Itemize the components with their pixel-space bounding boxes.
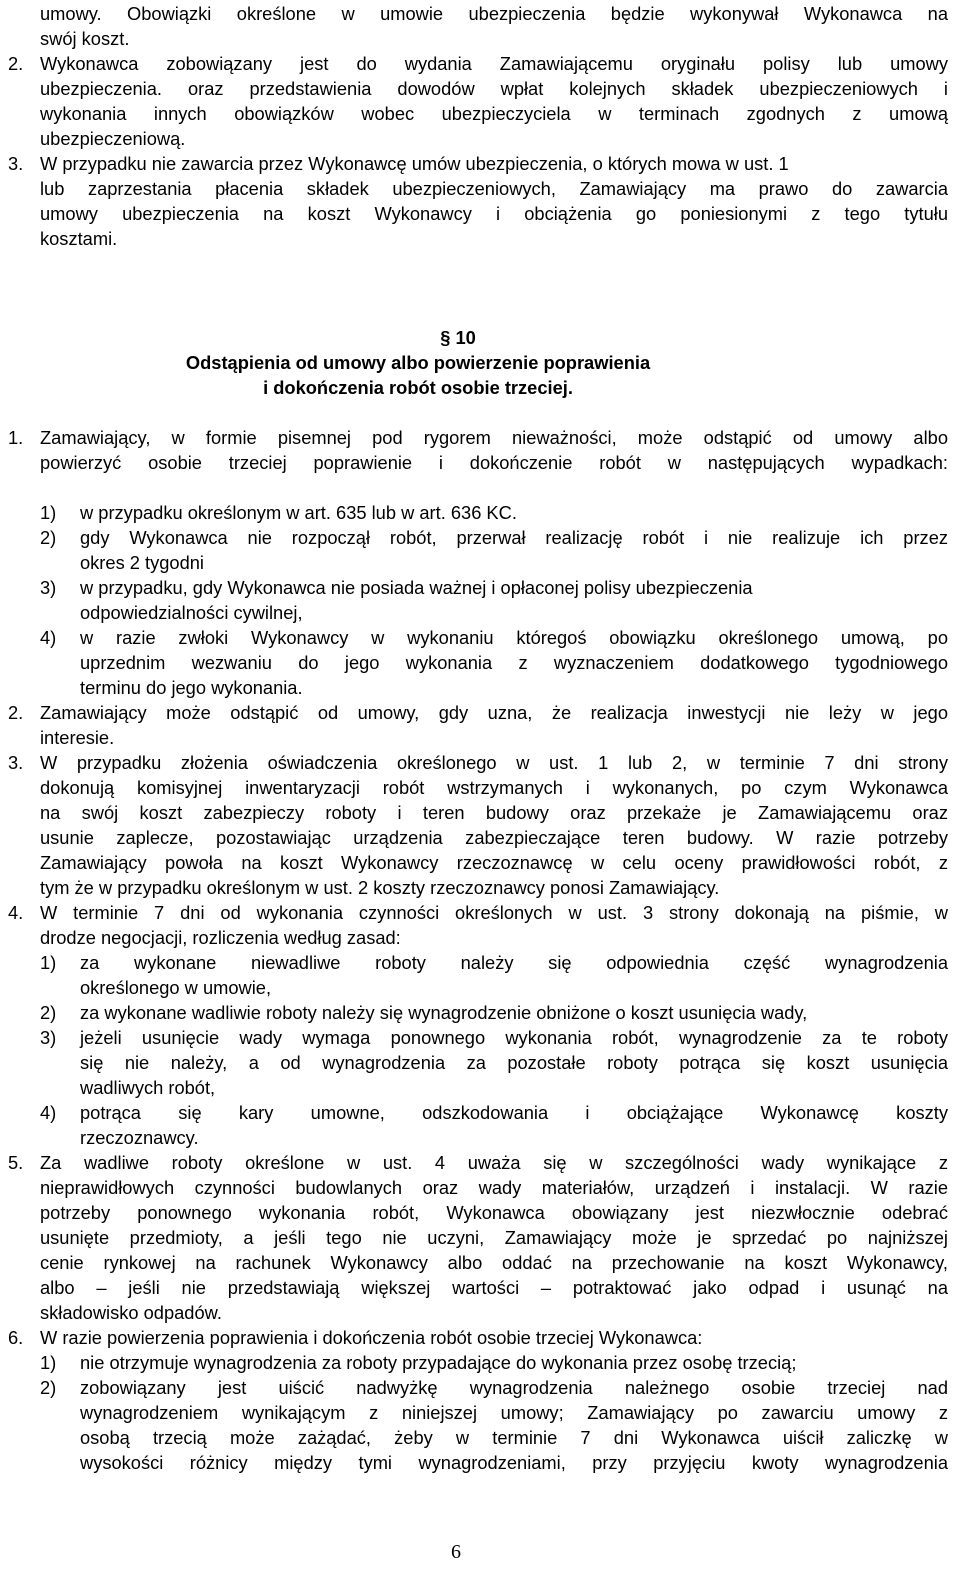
paragraph-symbol: §	[440, 327, 451, 348]
subitem-number: 3)	[40, 577, 57, 598]
paragraph-line: usunie zaplecze, pozostawiając urządzenia zabezpieczające teren budowy. W razie potrzeby	[40, 827, 948, 848]
paragraph-line: ubezpieczeniową.	[40, 128, 186, 149]
subitem-number: 1)	[40, 502, 57, 523]
paragraph-line: wynagrodzeniem wynikającym z niniejszej umowy; Zamawiający po zawarciu umowy z	[80, 1402, 948, 1423]
item-number: 5.	[8, 1152, 24, 1173]
paragraph-line: kosztami.	[40, 228, 118, 249]
page-number: 6	[451, 1541, 461, 1563]
item-number: 1.	[8, 427, 24, 448]
paragraph-line: składowisko odpadów.	[40, 1302, 222, 1323]
item-number: 3.	[8, 153, 24, 174]
paragraph-line: okres 2 tygodni	[80, 552, 204, 573]
paragraph-line: albo – jeśli nie przedstawiają większej wartości – potraktować jako odpad i usunąć na	[40, 1277, 948, 1298]
paragraph-line: osobą trzecią może zażądać, żeby w terminie 7 dni Wykonawca uiścił zaliczkę w	[80, 1427, 948, 1448]
paragraph-line: dokonują komisyjnej inwentaryzacji robót wstrzymanych i wykonanych, po czym Wykonawca	[40, 777, 948, 798]
paragraph-line: tym że w przypadku określonym w ust. 2 koszty rzeczoznawcy ponosi Zamawiający.	[40, 877, 720, 898]
item-number: 6.	[8, 1327, 24, 1348]
paragraph-line: Zamawiający może odstąpić od umowy, gdy uzna, że realizacja inwestycji nie leży w jego	[40, 702, 948, 723]
paragraph-line: Za wadliwe roboty określone w ust. 4 uważa się w szczególności wady wynikające z	[40, 1152, 948, 1173]
paragraph-line: za wykonane niewadliwe roboty należy się odpowiednia część wynagrodzenia	[80, 952, 948, 973]
item-number: 4.	[8, 902, 24, 923]
paragraph-line: nieprawidłowych czynności budowlanych oraz wady materiałów, urządzeń i instalacji. W razie	[40, 1177, 948, 1198]
paragraph-line: wadliwych robót,	[80, 1077, 216, 1098]
section-number	[0, 325, 916, 350]
paragraph-line: swój koszt.	[40, 28, 130, 49]
paragraph-line: W przypadku złożenia oświadczenia określonego w ust. 1 lub 2, w terminie 7 dni strony	[40, 752, 948, 773]
paragraph-line: się nie należy, a od wynagrodzenia za pozostałe roboty potrąca się koszt usunięcia	[80, 1052, 948, 1073]
section-title: Odstąpienia od umowy albo powierzenie poprawienia	[185, 352, 651, 373]
subitem-number: 1)	[40, 952, 57, 973]
paragraph-line: jeżeli usunięcie wady wymaga ponownego wykonania robót, wynagrodzenie za te roboty	[80, 1027, 948, 1048]
subitem-number: 3)	[40, 1027, 57, 1048]
subitem-number: 4)	[40, 627, 57, 648]
subitem-number: 4)	[40, 1102, 57, 1123]
paragraph-line: lub zaprzestania płacenia składek ubezpieczeniowych, Zamawiający ma prawo do zawarcia	[40, 178, 948, 199]
paragraph-line: w przypadku, gdy Wykonawca nie posiada ważnej i opłaconej polisy ubezpieczenia	[80, 577, 753, 598]
subitem-number: 2)	[40, 1002, 57, 1023]
paragraph-line: wykonania innych obowiązków wobec ubezpieczyciela w terminach zgodnych z umową	[40, 103, 948, 124]
paragraph-line: potrąca się kary umowne, odszkodowania i obciążające Wykonawcę koszty	[80, 1102, 948, 1123]
paragraph-line: odpowiedzialności cywilnej,	[80, 602, 303, 623]
subitem-number: 2)	[40, 527, 57, 548]
paragraph-line: usunięte przedmioty, a jeśli tego nie uczyni, Zamawiający może je sprzedać po najniższej	[40, 1227, 948, 1248]
paragraph-line: w razie zwłoki Wykonawcy w wykonaniu któregoś obowiązku określonego umową, po	[80, 627, 948, 648]
paragraph-line: Zamawiający powoła na koszt Wykonawcy rzeczoznawcę w celu oceny prawidłowości robót, z	[40, 852, 948, 873]
paragraph-line: wysokości różnicy między tymi wynagrodzeniami, przy przyjęciu kwoty wynagrodzenia	[80, 1452, 948, 1473]
paragraph-line: umowy. Obowiązki określone w umowie ubezpieczenia będzie wykonywał Wykonawca na	[40, 3, 948, 24]
paragraph-line: W terminie 7 dni od wykonania czynności określonych w ust. 3 strony dokonają na piśmie, w	[40, 902, 948, 923]
subitem-number: 2)	[40, 1377, 57, 1398]
paragraph-line: gdy Wykonawca nie rozpoczął robót, przerwał realizację robót i nie realizuje ich przez	[80, 527, 948, 548]
paragraph-line: terminu do jego wykonania.	[80, 677, 303, 698]
item-number: 2.	[8, 702, 24, 723]
paragraph-line: na swój koszt zabezpieczy roboty i teren budowy oraz przekaże je Zamawiającemu oraz	[40, 802, 948, 823]
item-number: 2.	[8, 53, 24, 74]
paragraph-line: ubezpieczenia. oraz przedstawienia dowodów wpłat kolejnych składek ubezpieczeniowych i	[40, 78, 948, 99]
paragraph-line: W razie powierzenia poprawienia i dokończenia robót osobie trzeciej Wykonawca:	[40, 1327, 703, 1348]
paragraph-line: rzeczoznawcy.	[80, 1127, 199, 1148]
subitem-number: 1)	[40, 1352, 57, 1373]
paragraph-line: uprzednim wezwaniu do jego wykonania z wyznaczeniem dodatkowego tygodniowego	[80, 652, 948, 673]
paragraph-line: zobowiązany jest uiścić nadwyżkę wynagrodzenia należnego osobie trzeciej nad	[80, 1377, 948, 1398]
paragraph-line: w przypadku określonym w art. 635 lub w art. 636 KC.	[80, 502, 517, 523]
paragraph-line: określonego w umowie,	[80, 977, 272, 998]
paragraph-line: drodze negocjacji, rozliczenia według zasad:	[40, 927, 401, 948]
paragraph-line: potrzeby ponownego wykonania robót, Wykonawca obowiązany jest niezwłocznie odebrać	[40, 1202, 948, 1223]
paragraph-line: W przypadku nie zawarcia przez Wykonawcę umów ubezpieczenia, o których mowa w ust. 1	[40, 153, 789, 174]
paragraph-line: powierzyć osobie trzeciej poprawienie i dokończenie robót w następujących wypadkach:	[40, 452, 948, 473]
paragraph-line: nie otrzymuje wynagrodzenia za roboty przypadające do wykonania przez osobę trzecią;	[80, 1352, 797, 1373]
paragraph-line: Wykonawca zobowiązany jest do wydania Zamawiającemu oryginału polisy lub umowy	[40, 53, 948, 74]
paragraph-line: interesie.	[40, 727, 115, 748]
paragraph-line: cenie rynkowej na rachunek Wykonawcy albo oddać na przechowanie na koszt Wykonawcy,	[40, 1252, 948, 1273]
paragraph-line: za wykonane wadliwie roboty należy się wynagrodzenie obniżone o koszt usunięcia wady,	[80, 1002, 808, 1023]
section-number-text: 10	[455, 327, 476, 348]
paragraph-line: Zamawiający, w formie pisemnej pod rygorem nieważności, może odstąpić od umowy albo	[40, 427, 948, 448]
section-title: i dokończenia robót osobie trzeciej.	[263, 377, 573, 398]
paragraph-line: umowy ubezpieczenia na koszt Wykonawcy i obciążenia go poniesionymi z tego tytułu	[40, 203, 948, 224]
item-number: 3.	[8, 752, 24, 773]
